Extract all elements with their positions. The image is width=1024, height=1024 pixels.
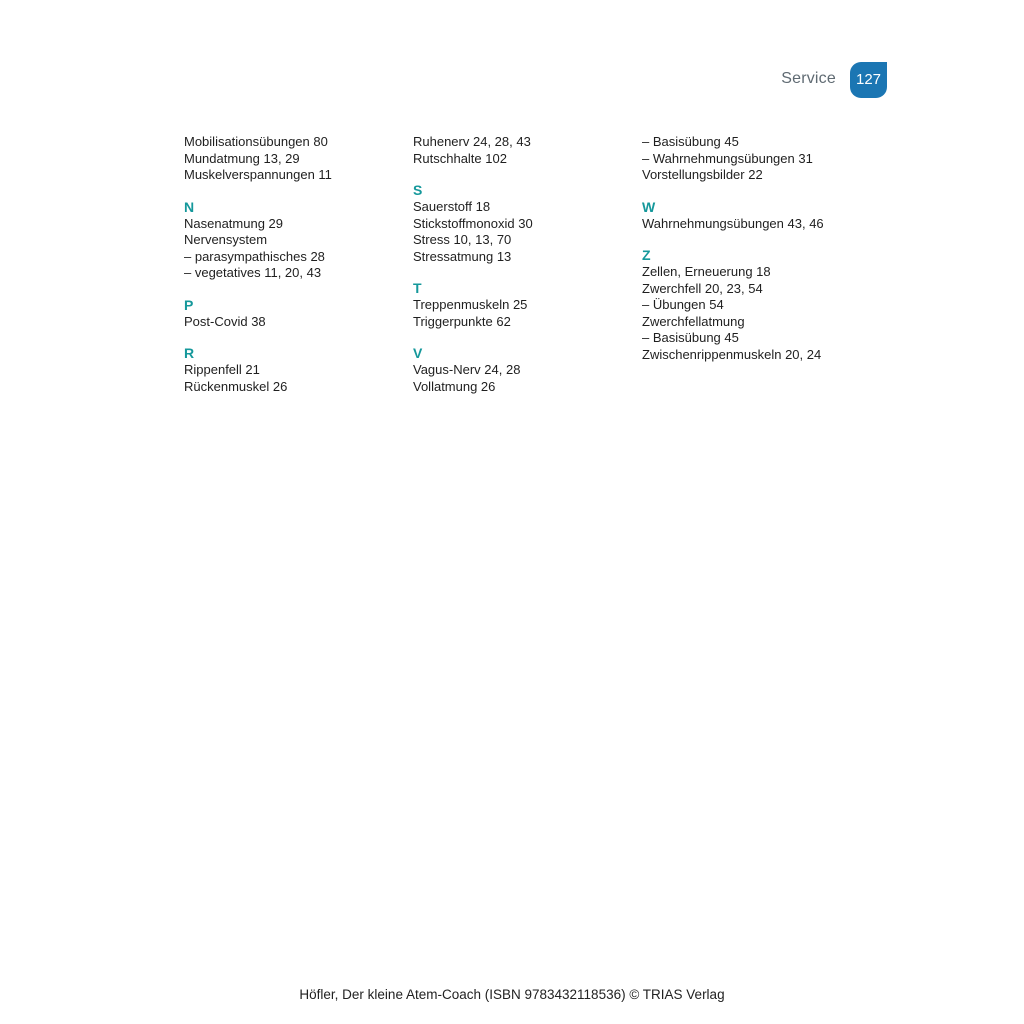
index-entry: Treppenmuskeln 25: [413, 297, 528, 312]
index-group: [642, 199, 862, 233]
index-group: [413, 280, 633, 330]
index-entry: Zwerchfell 20, 23, 54: [642, 280, 763, 296]
index-entry: Zellen, Erneuerung 18: [642, 264, 771, 279]
index-entry: Zwischenrippenmuskeln 20, 24: [642, 346, 822, 362]
index-letter-heading: S: [413, 182, 423, 198]
index-entry: Post-Covid 38: [184, 313, 266, 329]
index-subentry: – vegetatives 11, 20, 43: [184, 265, 322, 280]
index-subentry: – Basisübung 45: [642, 134, 739, 149]
index-letter-heading: T: [413, 280, 422, 296]
index-entry: Stress 10, 13, 70: [413, 232, 512, 247]
index-entry: Wahrnehmungsübungen 43, 46: [642, 215, 824, 231]
index-group: [184, 134, 404, 184]
index-entry: Triggerpunkte 62: [413, 313, 511, 329]
index-letter-heading: Z: [642, 247, 651, 263]
index-entry: Vagus-Nerv 24, 28: [413, 362, 521, 377]
index-letter-heading: N: [184, 198, 195, 215]
section-label: Service: [781, 70, 836, 87]
index-group: [413, 182, 633, 265]
index-entry: Stickstoffmonoxid 30: [413, 215, 533, 231]
index-entry: Nervensystem: [184, 232, 268, 247]
index-entry: Mundatmung 13, 29: [184, 150, 300, 166]
index-entry: Sauerstoff 18: [413, 199, 491, 214]
index-entry: Nasenatmung 29: [184, 215, 284, 231]
page-number-badge: 127: [850, 62, 887, 98]
index-entry: Mobilisationsübungen 80: [184, 134, 328, 149]
index-subentry: – Wahrnehmungsübungen 31: [642, 150, 813, 166]
index-entry: Ruhenerv 24, 28, 43: [413, 134, 531, 149]
footer-copyright: Höfler, Der kleine Atem-Coach (ISBN 9783432118536) © TRIAS Verlag: [299, 987, 725, 1002]
index-entry: Vollatmung 26: [413, 378, 496, 394]
index-subentry: – parasympathisches 28: [184, 248, 325, 264]
index-entry: Rutschhalte 102: [413, 150, 507, 166]
index-letter-heading: W: [642, 198, 656, 215]
index-entry: Rückenmuskel 26: [184, 378, 288, 394]
index-letter-heading: P: [184, 296, 194, 313]
index-entry: Rippenfell 21: [184, 362, 260, 377]
index-column: [413, 134, 633, 395]
index-entry: Muskelverspannungen 11: [184, 167, 332, 182]
page-header: [760, 62, 887, 98]
index-group: [642, 134, 862, 184]
index-group: [642, 247, 862, 363]
index-column: [642, 134, 862, 363]
index-entry: Stressatmung 13: [413, 248, 512, 264]
index-group: [184, 297, 404, 331]
index-group: [184, 199, 404, 282]
index-letter-heading: V: [413, 345, 423, 361]
index-subentry: – Basisübung 45: [642, 330, 739, 345]
index-group: [413, 345, 633, 395]
index-column: [184, 134, 404, 395]
index-group: [184, 345, 404, 395]
index-entry: Vorstellungsbilder 22: [642, 167, 763, 182]
index-group: [413, 134, 633, 167]
index-entry: Zwerchfellatmung: [642, 313, 745, 329]
index-letter-heading: R: [184, 345, 195, 361]
index-subentry: – Übungen 54: [642, 297, 724, 312]
